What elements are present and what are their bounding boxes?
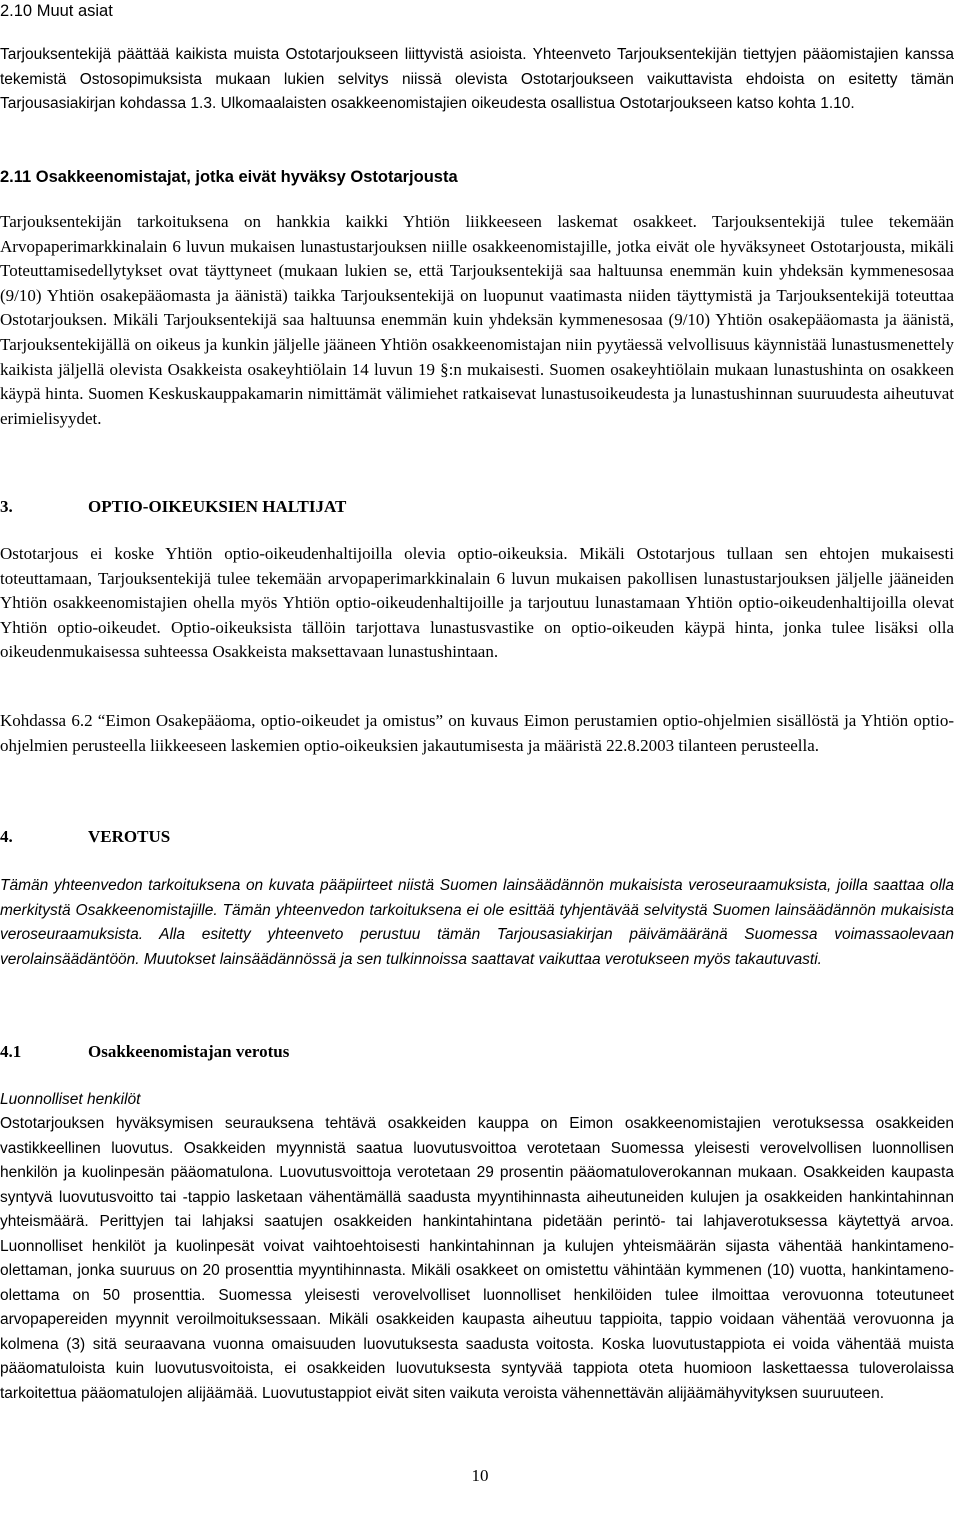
section-4-1-number: 4.1 xyxy=(0,1042,22,1061)
section-4-1-subheading: Luonnolliset henkilöt xyxy=(0,1091,141,1108)
section-3-number: 3. xyxy=(0,497,13,516)
section-3-paragraph-2: Kohdassa 6.2 “Eimon Osakepääoma, optio-oikeudet ja omistus” on kuvaus Eimon perustamien optio-ohjelmien sisällöstä ja Yhtiön optio-ohjelmien perusteella liikkeeseen laskemien optio-oikeuksien jakautumisesta ja määristä 22.8.2003 tilanteen perusteella. xyxy=(0,711,954,755)
section-4-1-paragraph: Ostotarjouksen hyväksymisen seurauksena tehtävä osakkeiden kauppa on Eimon osakkeenomistajien verotuksessa osakkeiden vastikkeellinen luovutus. Osakkeiden myynnistä saatua luovutusvoittoa verotetaan Suomessa yleisesti verovelvollisen luonnollisen henkilön ja kuolinpesän pääomatulona. Luovutusvoittoja verotetaan 29 prosentin pääomatuloverokannan mukaan. Osakkeiden kaupasta syntyvä luovutusvoitto tai -tappio lasketaan vähentämällä saadusta myyntihinnasta aiheutuneiden kulujen ja osakkeiden hankintahinnan yhteismäärä. Perittyjen tai lahjaksi saatujen osakkeiden hankintahintana pidetään perintö- tai lahjaverotuksessa käytettyä arvoa. Luonnolliset henkilöt ja kuolinpesät voivat vaihtoehtoisesti hankintahinnan ja kulujen yhteismäärän sijasta vähentää hankintameno-olettaman, jonka suuruus on 20 prosenttia myyntihinnasta. Mikäli osakkeet on omistettu vähintään kymmenen (10) vuotta, hankintameno-olettama on 50 prosenttia. Suomessa yleisesti verovelvolliset luonnolliset henkilöiden tulee ilmoittaa verovuonna toteutuneet arvopapereiden myynnit veroilmoituksessaan. Mikäli osakkeiden kaupasta aiheutuu tappioita, tappio voidaan vähentää verovuonna ja kolmena (3) sitä seuraavana vuonna omaisuuden luovutuksesta saadusta voitosta. Koska luovutustappiota ei voida vähentää muista pääomatuloista kuin luovutusvoitoista, ei osakkeiden luovutuksesta syntyvää tappiota oteta huomioon laskettaessa tuloverolaissa tarkoitettua pääomatulojen alijäämää. Luovutustappiot eivät siten vaikuta veroista vähennettävän alijäämähyvityksen suuruuteen. xyxy=(0,1115,954,1402)
section-4-number: 4. xyxy=(0,827,13,846)
section-2-10-heading: 2.10 Muut asiat xyxy=(0,2,113,20)
section-2-11-heading: 2.11 Osakkeenomistajat, jotka eivät hyväksy Ostotarjousta xyxy=(0,168,458,186)
section-4-1-title: Osakkeenomistajan verotus xyxy=(88,1042,290,1061)
section-3-title: OPTIO-OIKEUKSIEN HALTIJAT xyxy=(88,497,347,516)
page-number: 10 xyxy=(471,1466,489,1485)
section-4-heading xyxy=(0,826,954,848)
section-2-10-paragraph: Tarjouksentekijä päättää kaikista muista Ostotarjoukseen liittyvistä asioista. Yhteenveto Tarjouksentekijän tiettyjen pääomistajien kanssa tekemistä Ostosopimuksista mukaan lukien selvitys niissä olevista Ostotarjoukseen vaikuttavista ehdoista on esitetty tämän Tarjousasiakirjan kohdassa 1.3. Ulkomaalaisten osakkeenomistajien oikeudesta osallistua Ostotarjoukseen katso kohta 1.10. xyxy=(0,46,954,112)
section-4-intro: Tämän yhteenvedon tarkoituksena on kuvata pääpiirteet niistä Suomen lainsäädännön mukaisista veroseuraamuksista, joilla saattaa olla merkitystä Osakkeenomistajille. Tämän yhteenvedon tarkoituksena ei ole esittää tyhjentävää selvitystä Suomen lainsäädännön mukaisista veroseuraamuksista. Alla esitetty yhteenveto perustuu tämän Tarjousasiakirjan päivämääränä Suomessa voimassaolevaan verolainsäädäntöön. Muutokset lainsäädännössä ja sen tulkinnoissa saattavat vaikuttaa verotukseen myös takautuvasti. xyxy=(0,877,954,968)
section-3-heading xyxy=(0,496,954,518)
section-4-title: VEROTUS xyxy=(88,827,171,846)
section-3-paragraph-1: Ostotarjous ei koske Yhtiön optio-oikeudenhaltijoilla olevia optio-oikeuksia. Mikäli Ostotarjous tullaan sen ehtojen mukaisesti toteuttamaan, Tarjouksentekijä tulee tekemään arvopaperimarkkinalain 6 luvun mukaisen pakollisen lunastustarjouksen jäljelle jääneiden Yhtiön osakkeenomistajien ohella myös Yhtiön optio-oikeudenhaltijoille ja tarjoutuu lunastamaan Yhtiön optio-oikeudenhaltijoilla olevat Yhtiön optio-oikeudet. Optio-oikeuksista tällöin tarjottava lunastusvastike on optio-oikeuden käypä hinta, jonka tulee lisäksi olla oikeudenmukaisessa suhteessa Osakkeista maksettavaan lunastushintaan. xyxy=(0,544,954,662)
section-4-1-heading xyxy=(0,1041,954,1063)
section-2-11-paragraph: Tarjouksentekijän tarkoituksena on hankkia kaikki Yhtiön liikkeeseen laskemat osakkeet. Tarjouksentekijä tulee tekemään Arvopaperimarkkinalain 6 luvun mukaisen lunastustarjouksen niille osakkeenomistajille, jotka eivät ole hyväksyneet Ostotarjousta, mikäli Toteuttamisedellytykset ovat täyttyneet (mukaan lukien se, että Tarjouksentekijä saa haltuunsa enemmän kuin yhdeksän kymmenesosaa (9/10) Yhtiön osakepääomasta ja äänistä) taikka Tarjouksentekijä on luopunut vaatimasta niiden täyttymistä ja Tarjouksentekijä toteuttaa Ostotarjouksen. Mikäli Tarjouksentekijä saa haltuunsa enemmän kuin yhdeksän kymmenesosaa (9/10) Yhtiön osakepääomasta ja äänistä, Tarjouksentekijällä on oikeus ja kunkin jäljelle jääneen Yhtiön osakkeenomistajan niin pyytäessä velvollisuus käynnistää lunastusmenettely kaikista jäljellä olevista Osakkeista osakeyhtiölain 14 luvun 19 §:n mukaisesti. Suomen osakeyhtiölain mukaan lunastushinta on osakkeen käypä hinta. Suomen Keskuskauppakamarin nimittämät välimiehet ratkaisevat lunastusoikeudesta ja lunastushinnan suuruudesta aiheutuvat erimielisyydet. xyxy=(0,212,954,428)
